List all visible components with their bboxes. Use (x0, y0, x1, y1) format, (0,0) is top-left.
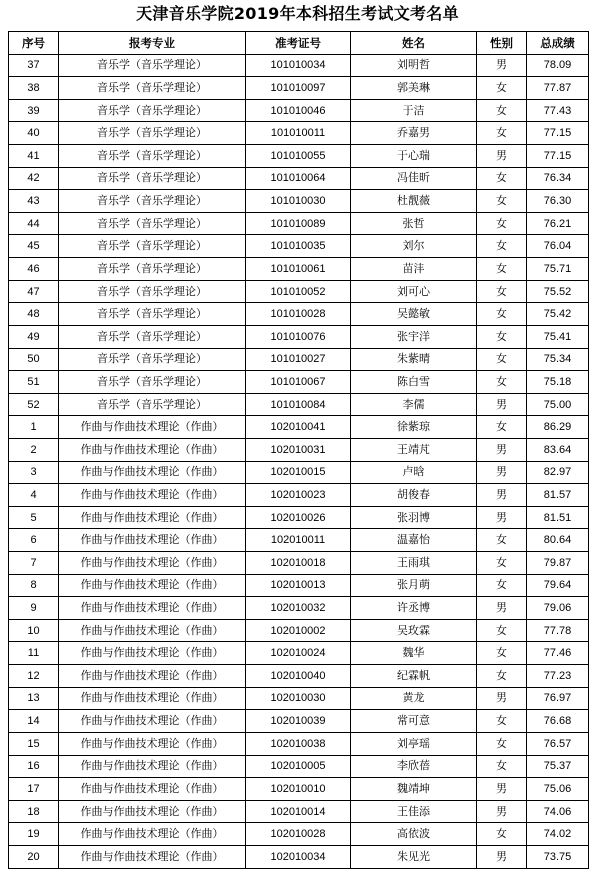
cell-name: 温嘉怡 (351, 529, 477, 552)
table-row (9, 665, 589, 688)
cell-total-score: 77.78 (527, 619, 589, 642)
cell-exam-id: 101010027 (246, 348, 351, 371)
cell-name: 刘可心 (351, 280, 477, 303)
cell-total-score: 80.64 (527, 529, 589, 552)
cell-exam-id: 102010026 (246, 506, 351, 529)
cell-seq: 19 (9, 823, 59, 846)
cell-major: 作曲与作曲技术理论（作曲） (59, 438, 246, 461)
cell-gender: 男 (477, 484, 527, 507)
cell-gender: 女 (477, 755, 527, 778)
table-row (9, 303, 589, 326)
cell-major: 音乐学（音乐学理论） (59, 212, 246, 235)
cell-exam-id: 102010005 (246, 755, 351, 778)
cell-gender: 女 (477, 416, 527, 439)
cell-gender: 女 (477, 325, 527, 348)
cell-name: 高依波 (351, 823, 477, 846)
cell-gender: 男 (477, 778, 527, 801)
cell-total-score: 76.30 (527, 190, 589, 213)
table-row (9, 145, 589, 168)
table-header-row (9, 32, 589, 55)
cell-major: 音乐学（音乐学理论） (59, 348, 246, 371)
cell-exam-id: 101010097 (246, 77, 351, 100)
cell-total-score: 75.34 (527, 348, 589, 371)
cell-exam-id: 102010010 (246, 778, 351, 801)
cell-name: 刘尔 (351, 235, 477, 258)
table-row (9, 416, 589, 439)
cell-gender: 女 (477, 303, 527, 326)
cell-exam-id: 102010041 (246, 416, 351, 439)
cell-total-score: 79.64 (527, 574, 589, 597)
cell-major: 作曲与作曲技术理论（作曲） (59, 710, 246, 733)
cell-gender: 女 (477, 529, 527, 552)
cell-major: 音乐学（音乐学理论） (59, 99, 246, 122)
cell-exam-id: 101010064 (246, 167, 351, 190)
cell-total-score: 79.87 (527, 552, 589, 575)
header-total-score: 总成绩 (527, 32, 589, 55)
cell-total-score: 75.18 (527, 371, 589, 394)
cell-seq: 38 (9, 77, 59, 100)
cell-gender: 女 (477, 823, 527, 846)
table-row (9, 597, 589, 620)
cell-exam-id: 101010076 (246, 325, 351, 348)
cell-exam-id: 102010018 (246, 552, 351, 575)
cell-name: 魏靖坤 (351, 778, 477, 801)
table-row (9, 710, 589, 733)
cell-total-score: 82.97 (527, 461, 589, 484)
cell-exam-id: 102010024 (246, 642, 351, 665)
cell-name: 吴玫霖 (351, 619, 477, 642)
table-row (9, 529, 589, 552)
cell-total-score: 77.15 (527, 122, 589, 145)
cell-major: 作曲与作曲技术理论（作曲） (59, 597, 246, 620)
cell-gender: 男 (477, 845, 527, 868)
cell-gender: 男 (477, 800, 527, 823)
cell-name: 李欣蓓 (351, 755, 477, 778)
cell-seq: 37 (9, 54, 59, 77)
cell-exam-id: 102010011 (246, 529, 351, 552)
cell-exam-id: 102010039 (246, 710, 351, 733)
cell-name: 郭美琳 (351, 77, 477, 100)
cell-major: 作曲与作曲技术理论（作曲） (59, 845, 246, 868)
cell-seq: 2 (9, 438, 59, 461)
cell-seq: 7 (9, 552, 59, 575)
cell-gender: 男 (477, 687, 527, 710)
cell-total-score: 75.71 (527, 258, 589, 281)
cell-gender: 男 (477, 506, 527, 529)
cell-name: 刘明哲 (351, 54, 477, 77)
cell-name: 于洁 (351, 99, 477, 122)
cell-gender: 女 (477, 122, 527, 145)
cell-major: 作曲与作曲技术理论（作曲） (59, 687, 246, 710)
cell-seq: 49 (9, 325, 59, 348)
cell-gender: 女 (477, 258, 527, 281)
cell-total-score: 75.42 (527, 303, 589, 326)
cell-major: 作曲与作曲技术理论（作曲） (59, 619, 246, 642)
cell-exam-id: 101010034 (246, 54, 351, 77)
table-row (9, 687, 589, 710)
cell-name: 胡俊春 (351, 484, 477, 507)
cell-seq: 52 (9, 393, 59, 416)
cell-seq: 12 (9, 665, 59, 688)
cell-seq: 39 (9, 99, 59, 122)
cell-gender: 女 (477, 371, 527, 394)
cell-total-score: 77.87 (527, 77, 589, 100)
table-row (9, 235, 589, 258)
table-row (9, 190, 589, 213)
cell-major: 音乐学（音乐学理论） (59, 190, 246, 213)
cell-exam-id: 101010089 (246, 212, 351, 235)
header-name: 姓名 (351, 32, 477, 55)
table-row (9, 574, 589, 597)
cell-total-score: 75.37 (527, 755, 589, 778)
cell-total-score: 75.52 (527, 280, 589, 303)
cell-major: 音乐学（音乐学理论） (59, 145, 246, 168)
cell-exam-id: 102010030 (246, 687, 351, 710)
cell-exam-id: 102010040 (246, 665, 351, 688)
table-row (9, 778, 589, 801)
cell-seq: 14 (9, 710, 59, 733)
cell-major: 作曲与作曲技术理论（作曲） (59, 778, 246, 801)
cell-gender: 男 (477, 438, 527, 461)
cell-gender: 男 (477, 597, 527, 620)
cell-major: 作曲与作曲技术理论（作曲） (59, 484, 246, 507)
cell-major: 作曲与作曲技术理论（作曲） (59, 552, 246, 575)
cell-gender: 男 (477, 145, 527, 168)
table-row (9, 800, 589, 823)
cell-major: 音乐学（音乐学理论） (59, 54, 246, 77)
cell-major: 音乐学（音乐学理论） (59, 167, 246, 190)
cell-exam-id: 101010067 (246, 371, 351, 394)
cell-seq: 51 (9, 371, 59, 394)
cell-seq: 46 (9, 258, 59, 281)
cell-gender: 男 (477, 54, 527, 77)
table-row (9, 325, 589, 348)
table-body (9, 54, 589, 868)
cell-gender: 女 (477, 552, 527, 575)
table-row (9, 845, 589, 868)
cell-name: 王佳添 (351, 800, 477, 823)
cell-name: 朱见光 (351, 845, 477, 868)
cell-exam-id: 102010002 (246, 619, 351, 642)
table-row (9, 212, 589, 235)
cell-major: 音乐学（音乐学理论） (59, 393, 246, 416)
cell-exam-id: 101010028 (246, 303, 351, 326)
cell-major: 音乐学（音乐学理论） (59, 280, 246, 303)
cell-exam-id: 102010023 (246, 484, 351, 507)
cell-exam-id: 102010031 (246, 438, 351, 461)
cell-major: 音乐学（音乐学理论） (59, 258, 246, 281)
cell-gender: 女 (477, 190, 527, 213)
table-row (9, 280, 589, 303)
table-row (9, 393, 589, 416)
cell-name: 王雨琪 (351, 552, 477, 575)
cell-name: 黄龙 (351, 687, 477, 710)
cell-exam-id: 102010015 (246, 461, 351, 484)
cell-seq: 1 (9, 416, 59, 439)
cell-major: 作曲与作曲技术理论（作曲） (59, 529, 246, 552)
cell-gender: 女 (477, 212, 527, 235)
cell-total-score: 76.34 (527, 167, 589, 190)
table-row (9, 484, 589, 507)
cell-total-score: 76.04 (527, 235, 589, 258)
cell-total-score: 81.51 (527, 506, 589, 529)
header-seq: 序号 (9, 32, 59, 55)
cell-total-score: 78.09 (527, 54, 589, 77)
cell-name: 纪霖帆 (351, 665, 477, 688)
cell-total-score: 81.57 (527, 484, 589, 507)
cell-seq: 8 (9, 574, 59, 597)
cell-seq: 18 (9, 800, 59, 823)
cell-name: 张月萌 (351, 574, 477, 597)
table-row (9, 54, 589, 77)
cell-seq: 47 (9, 280, 59, 303)
cell-total-score: 76.21 (527, 212, 589, 235)
cell-total-score: 76.57 (527, 732, 589, 755)
cell-name: 卢晗 (351, 461, 477, 484)
table-row (9, 642, 589, 665)
cell-seq: 44 (9, 212, 59, 235)
cell-name: 常可意 (351, 710, 477, 733)
cell-name: 张宇洋 (351, 325, 477, 348)
cell-total-score: 79.06 (527, 597, 589, 620)
table-row (9, 438, 589, 461)
cell-total-score: 75.06 (527, 778, 589, 801)
cell-seq: 4 (9, 484, 59, 507)
cell-seq: 16 (9, 755, 59, 778)
table-row (9, 732, 589, 755)
cell-total-score: 77.15 (527, 145, 589, 168)
cell-name: 张羽博 (351, 506, 477, 529)
cell-exam-id: 102010034 (246, 845, 351, 868)
cell-major: 音乐学（音乐学理论） (59, 122, 246, 145)
cell-major: 音乐学（音乐学理论） (59, 371, 246, 394)
cell-major: 作曲与作曲技术理论（作曲） (59, 755, 246, 778)
cell-major: 作曲与作曲技术理论（作曲） (59, 642, 246, 665)
cell-gender: 女 (477, 665, 527, 688)
cell-total-score: 73.75 (527, 845, 589, 868)
cell-name: 苗沣 (351, 258, 477, 281)
cell-exam-id: 102010028 (246, 823, 351, 846)
cell-seq: 50 (9, 348, 59, 371)
cell-seq: 48 (9, 303, 59, 326)
table-row (9, 167, 589, 190)
cell-name: 吴懿敏 (351, 303, 477, 326)
cell-major: 音乐学（音乐学理论） (59, 325, 246, 348)
cell-name: 徐紫琼 (351, 416, 477, 439)
cell-seq: 17 (9, 778, 59, 801)
cell-name: 朱紫晴 (351, 348, 477, 371)
cell-name: 陈白雪 (351, 371, 477, 394)
cell-major: 作曲与作曲技术理论（作曲） (59, 416, 246, 439)
document-title: 天津音乐学院2019年本科招生考试文考名单 (136, 4, 459, 23)
cell-seq: 20 (9, 845, 59, 868)
table-row (9, 348, 589, 371)
cell-exam-id: 101010046 (246, 99, 351, 122)
cell-name: 李儒 (351, 393, 477, 416)
cell-seq: 45 (9, 235, 59, 258)
cell-name: 张哲 (351, 212, 477, 235)
cell-gender: 女 (477, 348, 527, 371)
cell-total-score: 74.06 (527, 800, 589, 823)
table-row (9, 619, 589, 642)
cell-total-score: 77.43 (527, 99, 589, 122)
header-exam-id: 准考证号 (246, 32, 351, 55)
cell-name: 乔嘉男 (351, 122, 477, 145)
cell-exam-id: 101010030 (246, 190, 351, 213)
cell-total-score: 83.64 (527, 438, 589, 461)
header-major: 报考专业 (59, 32, 246, 55)
cell-exam-id: 101010055 (246, 145, 351, 168)
table-row (9, 371, 589, 394)
cell-gender: 女 (477, 99, 527, 122)
table-row (9, 506, 589, 529)
cell-major: 作曲与作曲技术理论（作曲） (59, 461, 246, 484)
cell-name: 魏华 (351, 642, 477, 665)
cell-seq: 10 (9, 619, 59, 642)
cell-exam-id: 101010011 (246, 122, 351, 145)
cell-seq: 40 (9, 122, 59, 145)
header-gender: 性别 (477, 32, 527, 55)
cell-major: 作曲与作曲技术理论（作曲） (59, 574, 246, 597)
cell-name: 王靖芃 (351, 438, 477, 461)
cell-major: 作曲与作曲技术理论（作曲） (59, 800, 246, 823)
cell-total-score: 77.46 (527, 642, 589, 665)
cell-exam-id: 102010032 (246, 597, 351, 620)
cell-total-score: 76.97 (527, 687, 589, 710)
cell-total-score: 75.00 (527, 393, 589, 416)
cell-name: 杜靓薇 (351, 190, 477, 213)
table-row (9, 755, 589, 778)
table-row (9, 122, 589, 145)
cell-seq: 5 (9, 506, 59, 529)
cell-seq: 9 (9, 597, 59, 620)
cell-gender: 女 (477, 642, 527, 665)
cell-gender: 女 (477, 574, 527, 597)
cell-total-score: 74.02 (527, 823, 589, 846)
cell-major: 音乐学（音乐学理论） (59, 303, 246, 326)
cell-gender: 女 (477, 77, 527, 100)
cell-gender: 男 (477, 461, 527, 484)
cell-gender: 女 (477, 167, 527, 190)
cell-gender: 女 (477, 710, 527, 733)
cell-gender: 女 (477, 619, 527, 642)
cell-seq: 43 (9, 190, 59, 213)
admission-roster-table (8, 31, 589, 869)
table-row (9, 99, 589, 122)
cell-gender: 女 (477, 280, 527, 303)
cell-major: 作曲与作曲技术理论（作曲） (59, 506, 246, 529)
table-row (9, 77, 589, 100)
cell-seq: 11 (9, 642, 59, 665)
cell-seq: 15 (9, 732, 59, 755)
cell-exam-id: 101010035 (246, 235, 351, 258)
cell-name: 于心瑞 (351, 145, 477, 168)
table-row (9, 258, 589, 281)
cell-exam-id: 101010084 (246, 393, 351, 416)
cell-seq: 6 (9, 529, 59, 552)
cell-gender: 女 (477, 235, 527, 258)
cell-exam-id: 101010061 (246, 258, 351, 281)
cell-name: 冯佳昕 (351, 167, 477, 190)
cell-seq: 3 (9, 461, 59, 484)
cell-name: 刘亭瑶 (351, 732, 477, 755)
cell-exam-id: 102010014 (246, 800, 351, 823)
cell-major: 音乐学（音乐学理论） (59, 77, 246, 100)
cell-seq: 42 (9, 167, 59, 190)
cell-major: 作曲与作曲技术理论（作曲） (59, 665, 246, 688)
cell-total-score: 75.41 (527, 325, 589, 348)
cell-exam-id: 101010052 (246, 280, 351, 303)
cell-total-score: 77.23 (527, 665, 589, 688)
cell-major: 作曲与作曲技术理论（作曲） (59, 732, 246, 755)
cell-total-score: 76.68 (527, 710, 589, 733)
cell-gender: 男 (477, 393, 527, 416)
cell-seq: 13 (9, 687, 59, 710)
cell-exam-id: 102010013 (246, 574, 351, 597)
cell-name: 许丞博 (351, 597, 477, 620)
cell-major: 作曲与作曲技术理论（作曲） (59, 823, 246, 846)
table-row (9, 823, 589, 846)
table-row (9, 461, 589, 484)
cell-major: 音乐学（音乐学理论） (59, 235, 246, 258)
cell-gender: 女 (477, 732, 527, 755)
table-row (9, 552, 589, 575)
cell-seq: 41 (9, 145, 59, 168)
cell-exam-id: 102010038 (246, 732, 351, 755)
cell-total-score: 86.29 (527, 416, 589, 439)
